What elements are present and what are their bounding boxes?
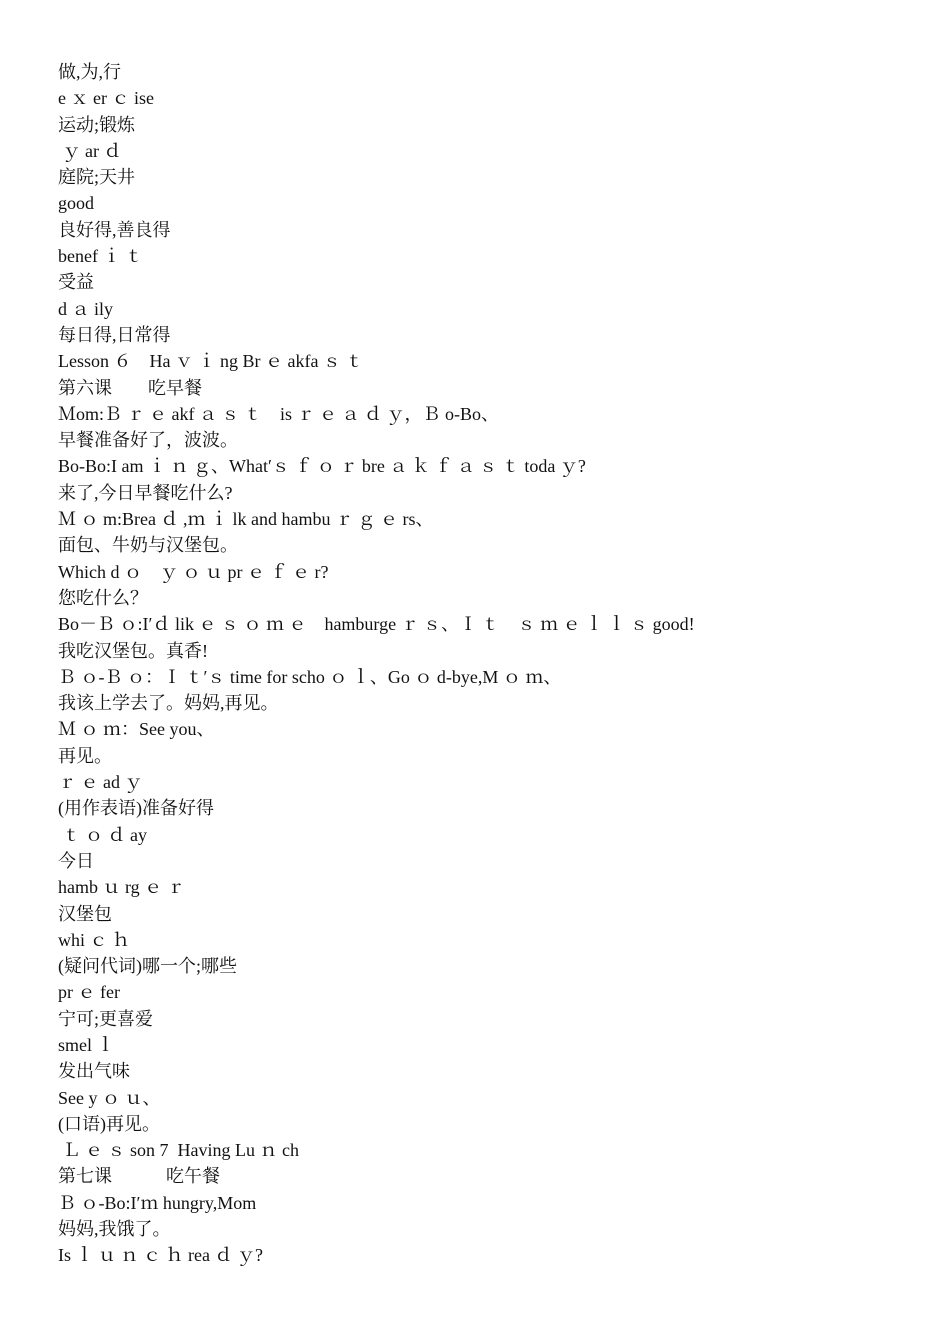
text-line: benef ｉ ｔ	[58, 246, 143, 267]
lesson-7-heading: Ｌ ｅ ｓ son 7 Having Lu ｎ ch	[58, 1140, 299, 1161]
text-line: 发出气味	[58, 1061, 130, 1082]
text-line: ｔ ｏ ｄ ay	[58, 824, 147, 845]
text-line: Ｍ ｏ m:Brea ｄ ,ｍ ｉ lk and hambu ｒ ｇ ｅ rs、	[58, 509, 434, 530]
document-page	[58, 59, 918, 1269]
text-line: (口语)再见。	[58, 1113, 160, 1134]
text-line: See y ｏ ｕ、	[58, 1087, 161, 1108]
text-line: 做,为,行	[58, 62, 121, 82]
text-line: Ｂ ｏ-Ｂ ｏ：Ｉ ｔ′ｓ time for scho ｏ ｌ、Go ｏ d-bye,M ｏ ｍ、	[58, 666, 562, 687]
text-line: e ｘ er ｃ ise	[58, 88, 154, 109]
text-line: 良好得,善良得	[58, 219, 171, 240]
text-line: (用作表语)准备好得	[58, 798, 214, 819]
text-line: ｙ ar ｄ	[58, 140, 122, 161]
text-line: Ｍom:Ｂ ｒ ｅ akf ａ ｓ ｔ is ｒ ｅ ａ ｄ ｙ，Ｂ o-Bo、	[58, 403, 499, 424]
text-line: 今日	[58, 850, 94, 871]
text-line: Bo-Bo:I am ｉ ｎ ｇ、What′ｓ ｆ ｏ ｒ bre ａ ｋ ｆ ａ ｓ ｔ toda ｙ?	[58, 456, 586, 477]
text-line: (疑问代词)哪一个;哪些	[58, 956, 237, 977]
text-line: Ｂ ｏ-Bo:I′ｍ hungry,Mom	[58, 1192, 257, 1213]
lesson-6-heading-cn: 第六课 吃早餐	[58, 377, 202, 398]
text-line: smel ｌ	[58, 1034, 115, 1055]
text-line: 面包、牛奶与汉堡包。	[58, 535, 238, 556]
text-line: 庭院;天井	[58, 167, 136, 188]
text-line: good	[58, 193, 94, 214]
text-line: 受益	[58, 272, 94, 293]
text-line: 每日得,日常得	[58, 324, 171, 345]
text-line: 早餐准备好了，波波。	[58, 430, 238, 451]
text-line: Bo－Ｂ ｏ:I′ｄ lik ｅ ｓ ｏ ｍ ｅ hamburge ｒ ｓ、Ｉ ｔ ｓ ｍ ｅ ｌ ｌ ｓ good!	[58, 614, 695, 635]
lesson-7-heading-cn: 第七课 吃午餐	[58, 1166, 220, 1187]
text-line: Which d ｏ ｙ ｏ ｕ pr ｅ ｆ ｅ r?	[58, 561, 329, 582]
text-line: 我吃汉堡包。真香!	[58, 640, 208, 661]
text-line: 我该上学去了。妈妈,再见。	[58, 693, 279, 714]
text-line: 妈妈,我饿了。	[58, 1219, 171, 1240]
text-line: d ａ ily	[58, 298, 114, 319]
text-line: Is ｌ ｕ ｎ ｃ ｈ rea ｄ ｙ?	[58, 1245, 263, 1266]
text-line: Ｍ ｏ ｍ：See you、	[58, 719, 215, 740]
text-line: whi ｃ ｈ	[58, 929, 130, 950]
text-line: 您吃什么？	[58, 587, 148, 608]
text-line: 运动;锻炼	[58, 114, 136, 135]
text-line: ｒ ｅ ad ｙ	[58, 772, 143, 793]
text-line: 再见。	[58, 745, 112, 766]
text-line: 宁可;更喜爱	[58, 1008, 154, 1029]
text-line: 汉堡包	[58, 903, 112, 924]
text-line: pr ｅ fer	[58, 982, 120, 1003]
lesson-6-heading: Lesson ６ Ha ｖ ｉ ng Br ｅ akfa ｓ ｔ	[58, 351, 364, 372]
text-line: hamb ｕ rg ｅ ｒ	[58, 877, 185, 898]
text-line: 来了,今日早餐吃什么?	[58, 482, 233, 503]
